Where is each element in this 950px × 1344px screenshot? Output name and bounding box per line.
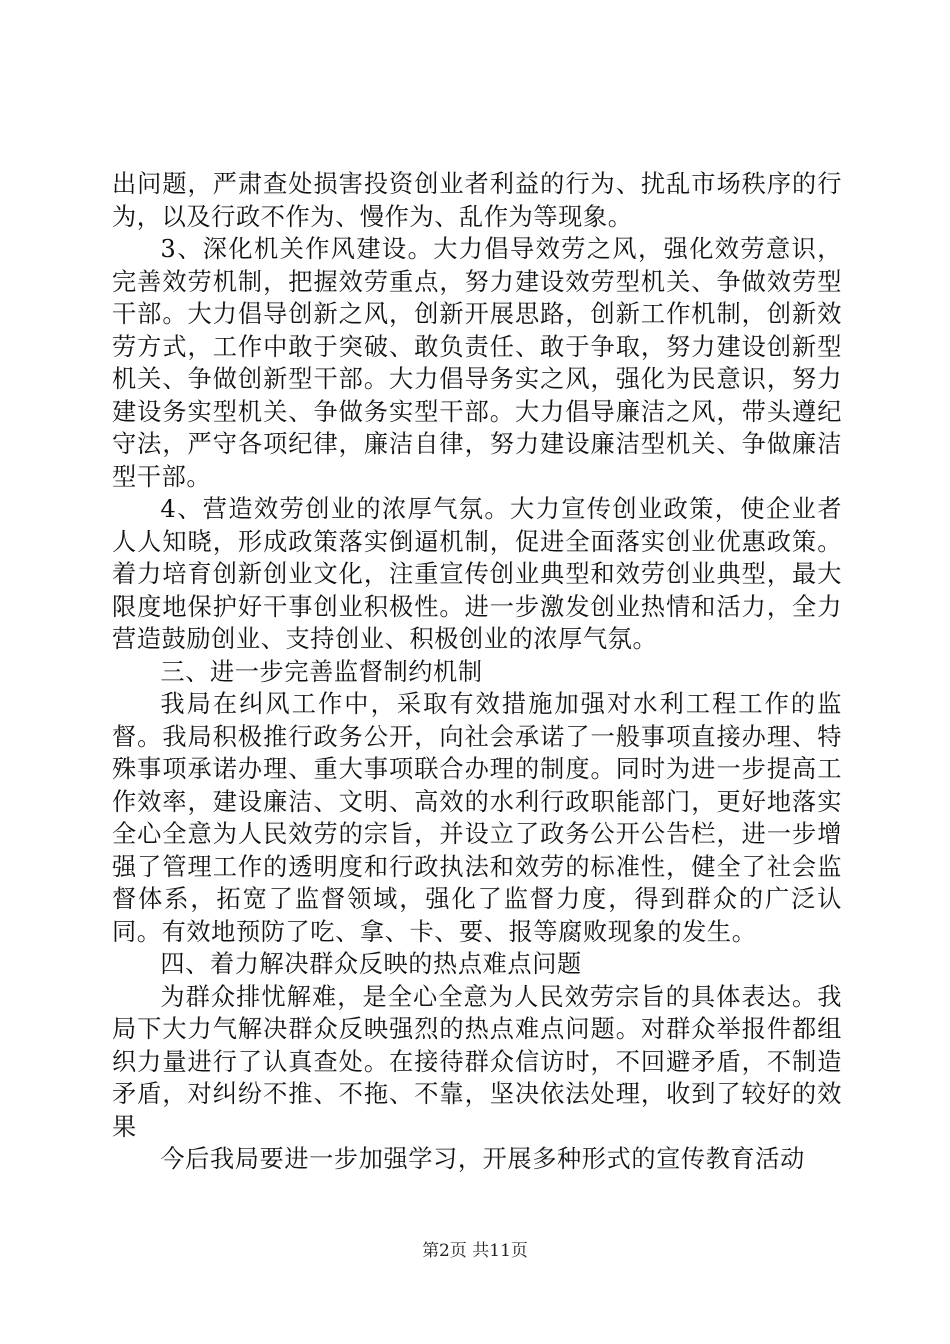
page-number-footer: 第2页 共11页	[422, 1241, 528, 1261]
paragraph-4: 我局在纠风工作中，采取有效措施加强对水利工程工作的监督。我局积极推行政务公开，向社会承诺了一般事项直接办理、特殊事项承诺办理、重大事项联合办理的制度。同时为进一步提高工作效率，建设廉洁、文明、高效的水利行政职能部门，更好地落实全心全意为人民效劳的宗旨，并设立了政务公开公告栏，进一步增强了管理工作的透明度和行政执法和效劳的标准性，健全了社会监督体系，拓宽了监督领域，强化了监督力度，得到群众的广泛认同。有效地预防了吃、拿、卡、要、报等腐败现象的发生。	[112, 690, 842, 946]
document-body	[112, 168, 842, 1176]
section-heading-3: 三、进一步完善监督制约机制	[160, 657, 483, 686]
paragraph-2: 3、深化机关作风建设。大力倡导效劳之风，强化效劳意识，完善效劳机制，把握效劳重点，努力建设效劳型机关、争做效劳型干部。大力倡导创新之风，创新开展思路，创新工作机制，创新效劳方式，工作中敢于突破、敢负责任、敢于争取，努力建设创新型机关、争做创新型干部。大力倡导务实之风，强化为民意识，努力建设务实型机关、争做务实型干部。大力倡导廉洁之风，带头遵纪守法，严守各项纪律，廉洁自律，努力建设廉洁型机关、争做廉洁型干部。	[112, 235, 842, 491]
section-heading-4: 四、着力解决群众反映的热点难点问题	[160, 950, 582, 978]
paragraph-6: 今后我局要进一步加强学习，开展多种形式的宣传教育活动	[160, 1145, 805, 1173]
paragraph-5: 为群众排忧解难，是全心全意为人民效劳宗旨的具体表达。我局下大力气解决群众反映强烈的热点难点问题。对群众举报件都组织力量进行了认真查处。在接待群众信访时，不回避矛盾，不制造矛盾，对纠纷不推、不拖、不靠，坚决依法处理，收到了较好的效果	[112, 982, 842, 1141]
paragraph-1: 出问题，严肃查处损害投资创业者利益的行为、扰乱市场秩序的行为，以及行政不作为、慢作为、乱作为等现象。	[112, 170, 842, 231]
paragraph-3: 4、营造效劳创业的浓厚气氛。大力宣传创业政策，使企业者人人知晓，形成政策落实倒逼机制，促进全面落实创业优惠政策。着力培育创新创业文化，注重宣传创业典型和效劳创业典型，最大限度地保护好干事创业积极性。进一步激发创业热情和活力，全力营造鼓励创业、支持创业、积极创业的浓厚气氛。	[112, 495, 842, 653]
